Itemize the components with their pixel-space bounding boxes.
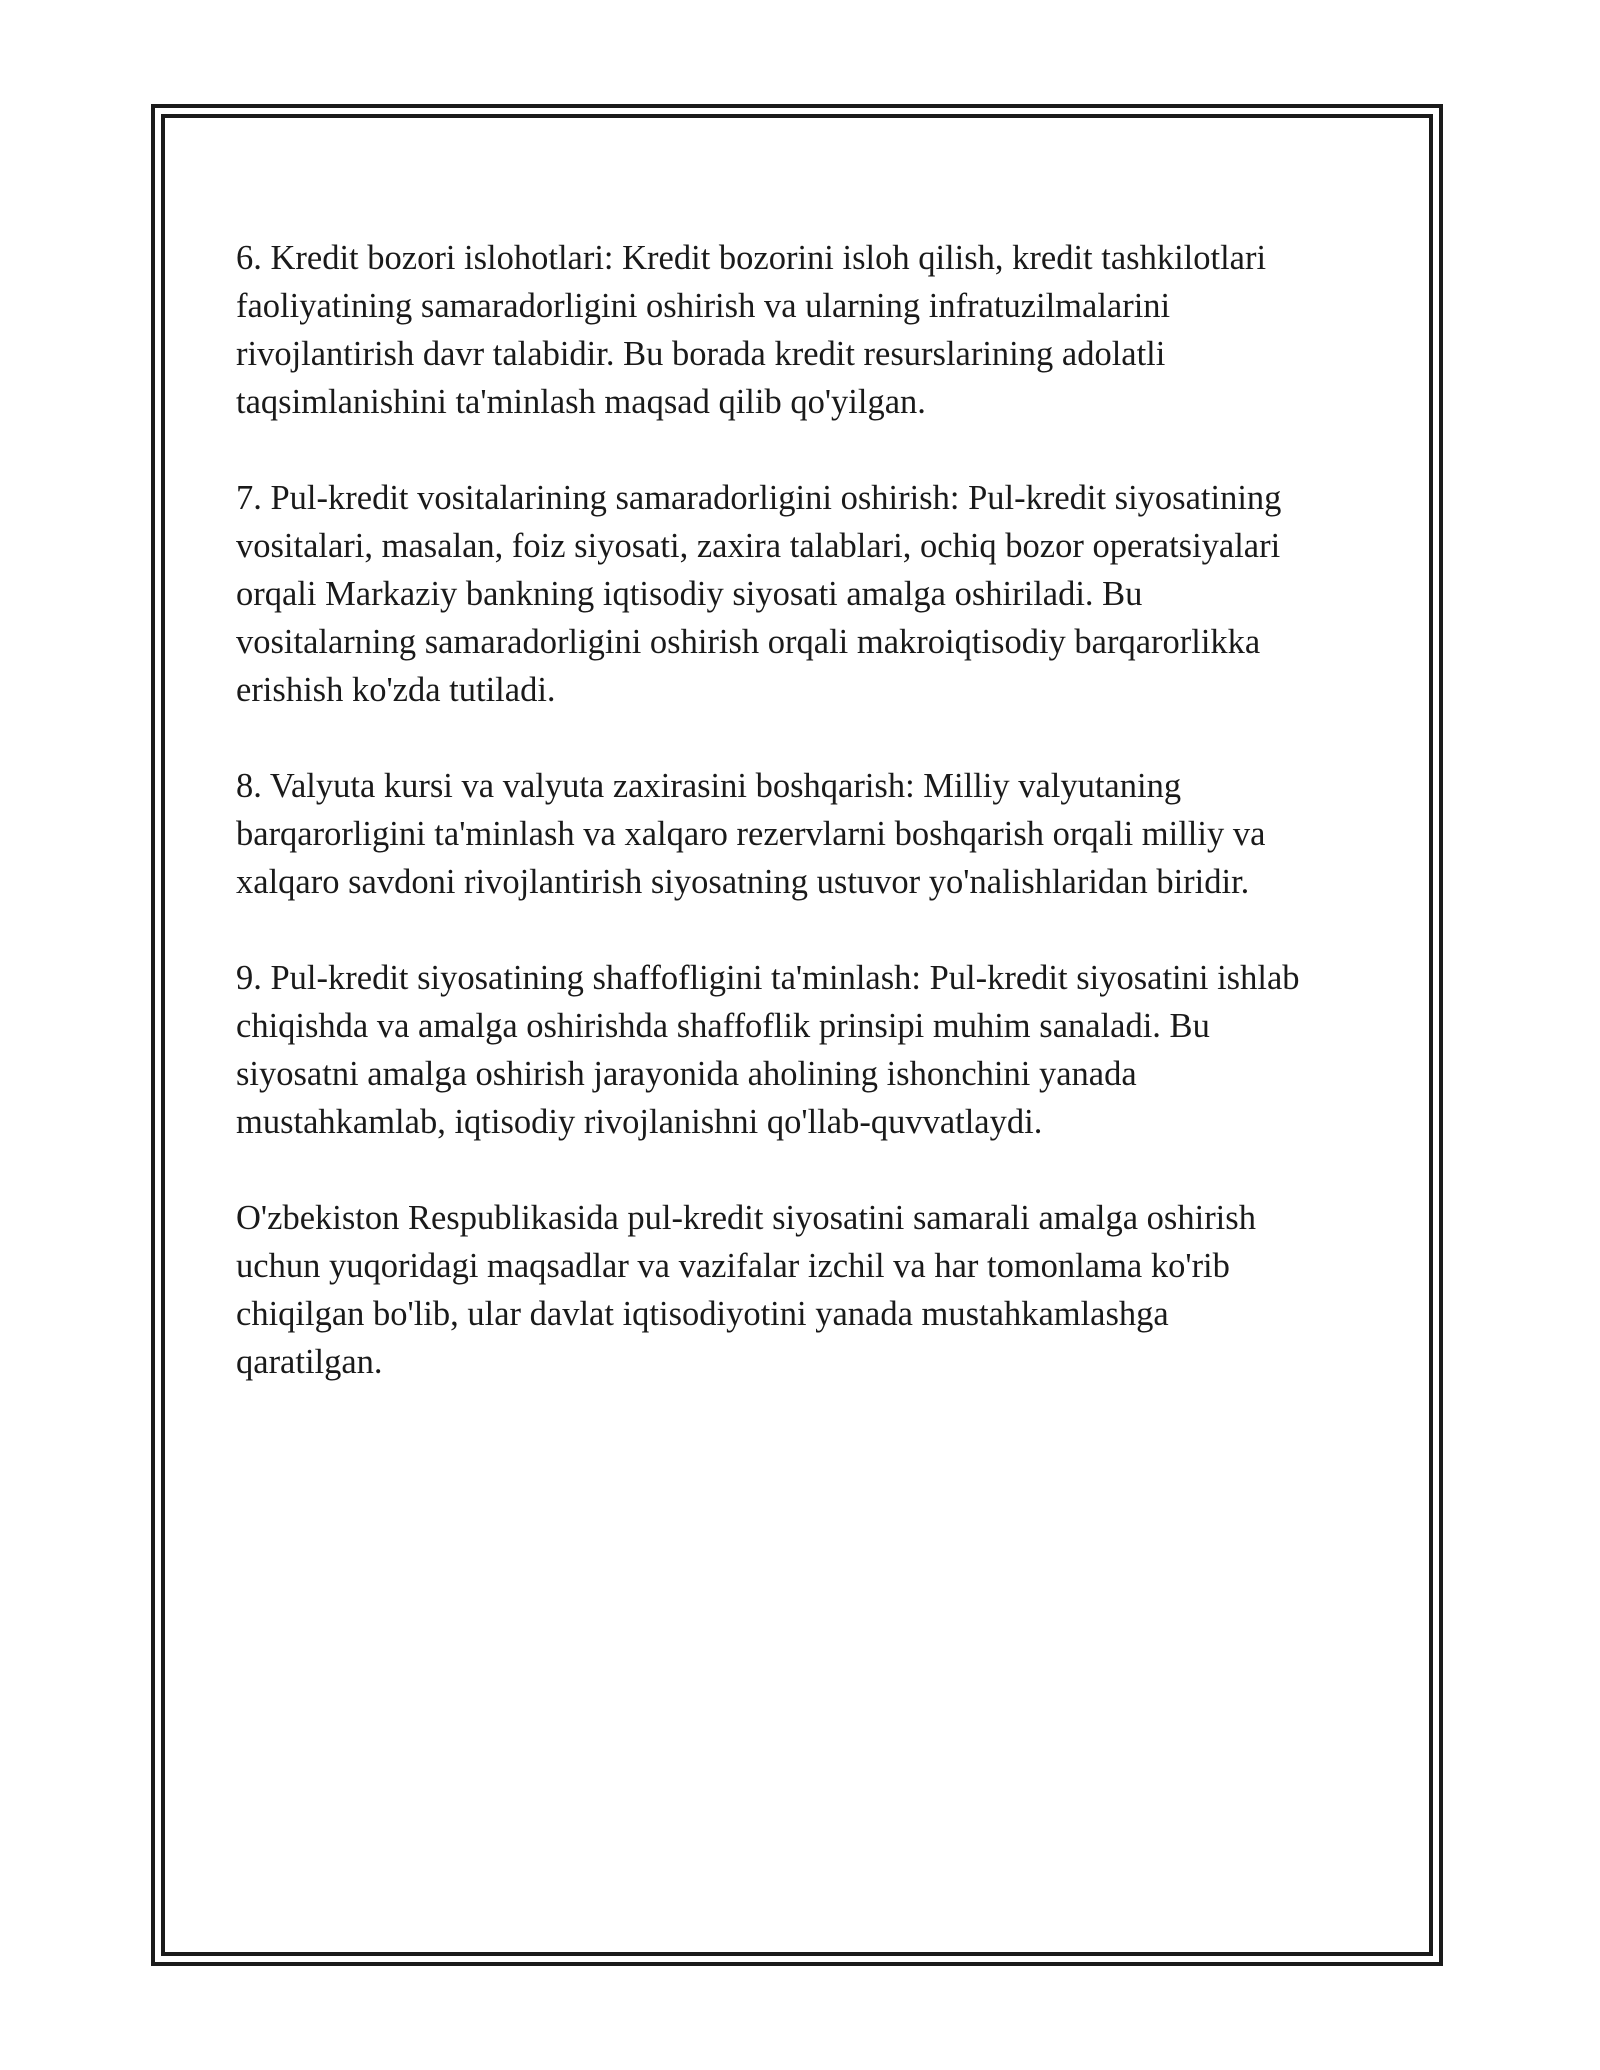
paragraph-6-credit-market-reforms: 6. Kredit bozori islohotlari: Kredit bozorini isloh qilish, kredit tashkilotlari faoliyatining samaradorligini oshirish va ularning infratuzilmalarini rivojlantirish davr talabidir. Bu borada kredit resurslarining adolatli taqsimlanishini ta'minlash maqsad qilib qo'yilgan. — [236, 239, 1267, 421]
paragraph-conclusion: O'zbekiston Respublikasida pul-kredit siyosatini samarali amalga oshirish uchun yuqoridagi maqsadlar va vazifalar izchil va har tomonlama ko'rib chiqilgan bo'lib, ular davlat iqtisodiyotini yanada mustahkamlashga qaratilgan. — [236, 1199, 1256, 1381]
paragraph-9-policy-transparency: 9. Pul-kredit siyosatining shaffofligini ta'minlash: Pul-kredit siyosatini ishlab chiqishda va amalga oshirishda shaffoflik prinsipi muhim sanaladi. Bu siyosatni amalga oshirish jarayonida aholining ishonchini yanada mustahkamlab, iqtisodiy rivojlanishni qo'llab-quvvatlaydi. — [236, 959, 1300, 1141]
document-body — [236, 234, 1376, 1434]
paragraph-8-exchange-rate-reserves: 8. Valyuta kursi va valyuta zaxirasini boshqarish: Milliy valyutaning barqarorligini ta'minlash va xalqaro rezervlarni boshqarish orqali milliy va xalqaro savdoni rivojlantirish siyosatning ustuvor yo'nalishlaridan biridir. — [236, 767, 1266, 901]
paragraph-7-monetary-instruments: 7. Pul-kredit vositalarining samaradorligini oshirish: Pul-kredit siyosatining vositalari, masalan, foiz siyosati, zaxira talablari, ochiq bozor operatsiyalari orqali Markaziy bankning iqtisodiy siyosati amalga oshiriladi. Bu vositalarning samaradorligini oshirish orqali makroiqtisodiy barqarorlikka erishish ko'zda tutiladi. — [236, 479, 1282, 709]
